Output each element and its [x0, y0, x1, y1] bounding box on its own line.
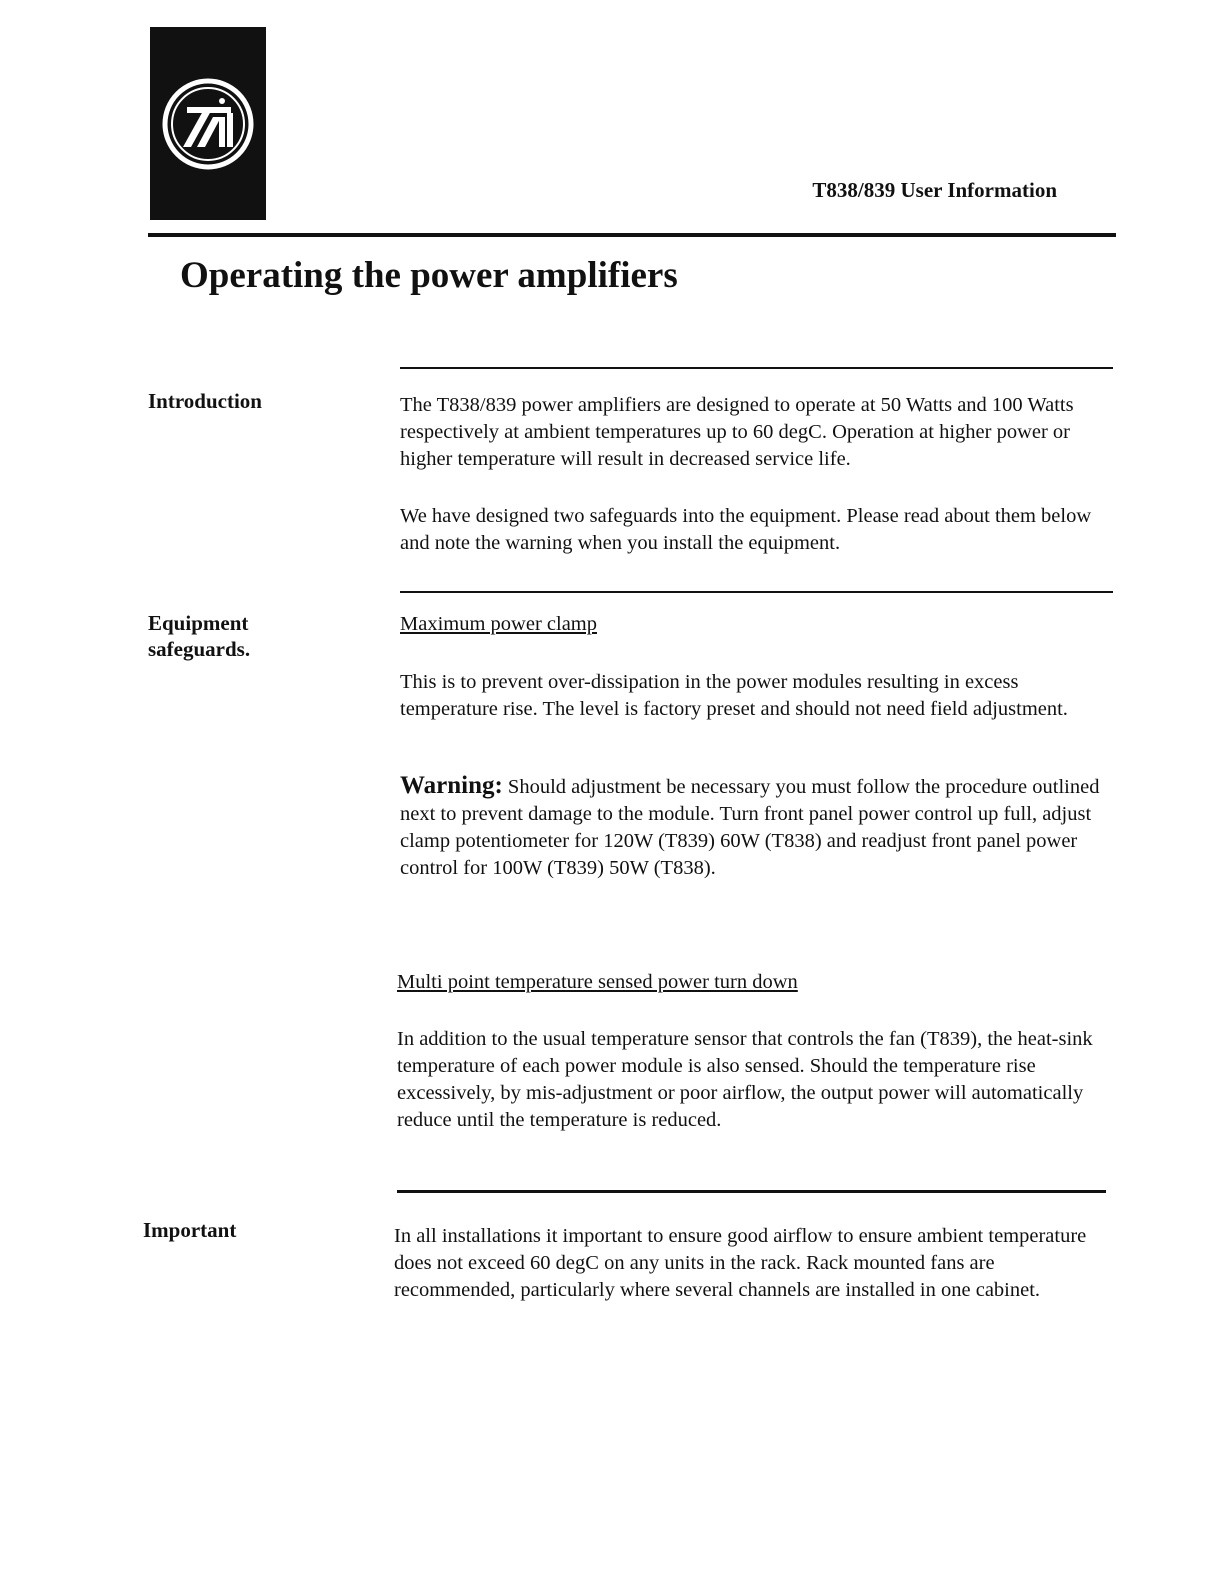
- section-divider: [400, 591, 1113, 593]
- clamp-text: This is to prevent over-dissipation in the power modules resulting in excess temperature rise. The level is factory preset and should not need field adjustment.: [400, 671, 1068, 720]
- turndown-text: In addition to the usual temperature sensor that controls the fan (T839), the heat-sink temperature of each power module is also sensed. Should the temperature rise excessively, by mis-adjustment or poor airflow, the output power will automatically reduce until the temperature is reduced.: [397, 1028, 1093, 1131]
- warning-paragraph: [400, 772, 1105, 882]
- turndown-heading: Multi point temperature sensed power turn down: [397, 971, 798, 993]
- warning-text: Should adjustment be necessary you must follow the procedure outlined next to prevent damage to the module. Turn front panel power control up full, adjust clamp potentiometer for 120W (T839) 60W (T838) and readjust front panel power control for 100W (T839) 50W (T838).: [400, 776, 1100, 879]
- clamp-heading: Maximum power clamp: [400, 613, 597, 635]
- document-title: T838/839 User Information: [812, 178, 1057, 202]
- introduction-paragraph-2: We have designed two safeguards into the equipment. Please read about them below and note the warning when you install the equipment.: [400, 505, 1092, 554]
- important-label: Important: [143, 1218, 237, 1242]
- page-title: Operating the power amplifiers: [180, 255, 678, 296]
- tait-logo-icon: [161, 77, 255, 171]
- safeguards-label: Equipment safeguards.: [148, 611, 251, 661]
- introduction-paragraph-1: The T838/839 power amplifiers are designed to operate at 50 Watts and 100 Watts respectively at ambient temperatures up to 60 degC. Operation at higher power or higher temperature will result in decreased service life.: [400, 394, 1074, 470]
- warning-label: Warning:: [400, 772, 503, 799]
- introduction-label: Introduction: [148, 389, 262, 413]
- important-text: In all installations it important to ensure good airflow to ensure ambient temperature does not exceed 60 degC on any units in the rack. Rack mounted fans are recommended, particularly where several channels are installed in one cabinet.: [394, 1225, 1087, 1301]
- section-divider: [397, 1190, 1106, 1193]
- section-divider: [400, 367, 1113, 369]
- company-logo: [150, 27, 266, 220]
- header-divider: [148, 233, 1116, 237]
